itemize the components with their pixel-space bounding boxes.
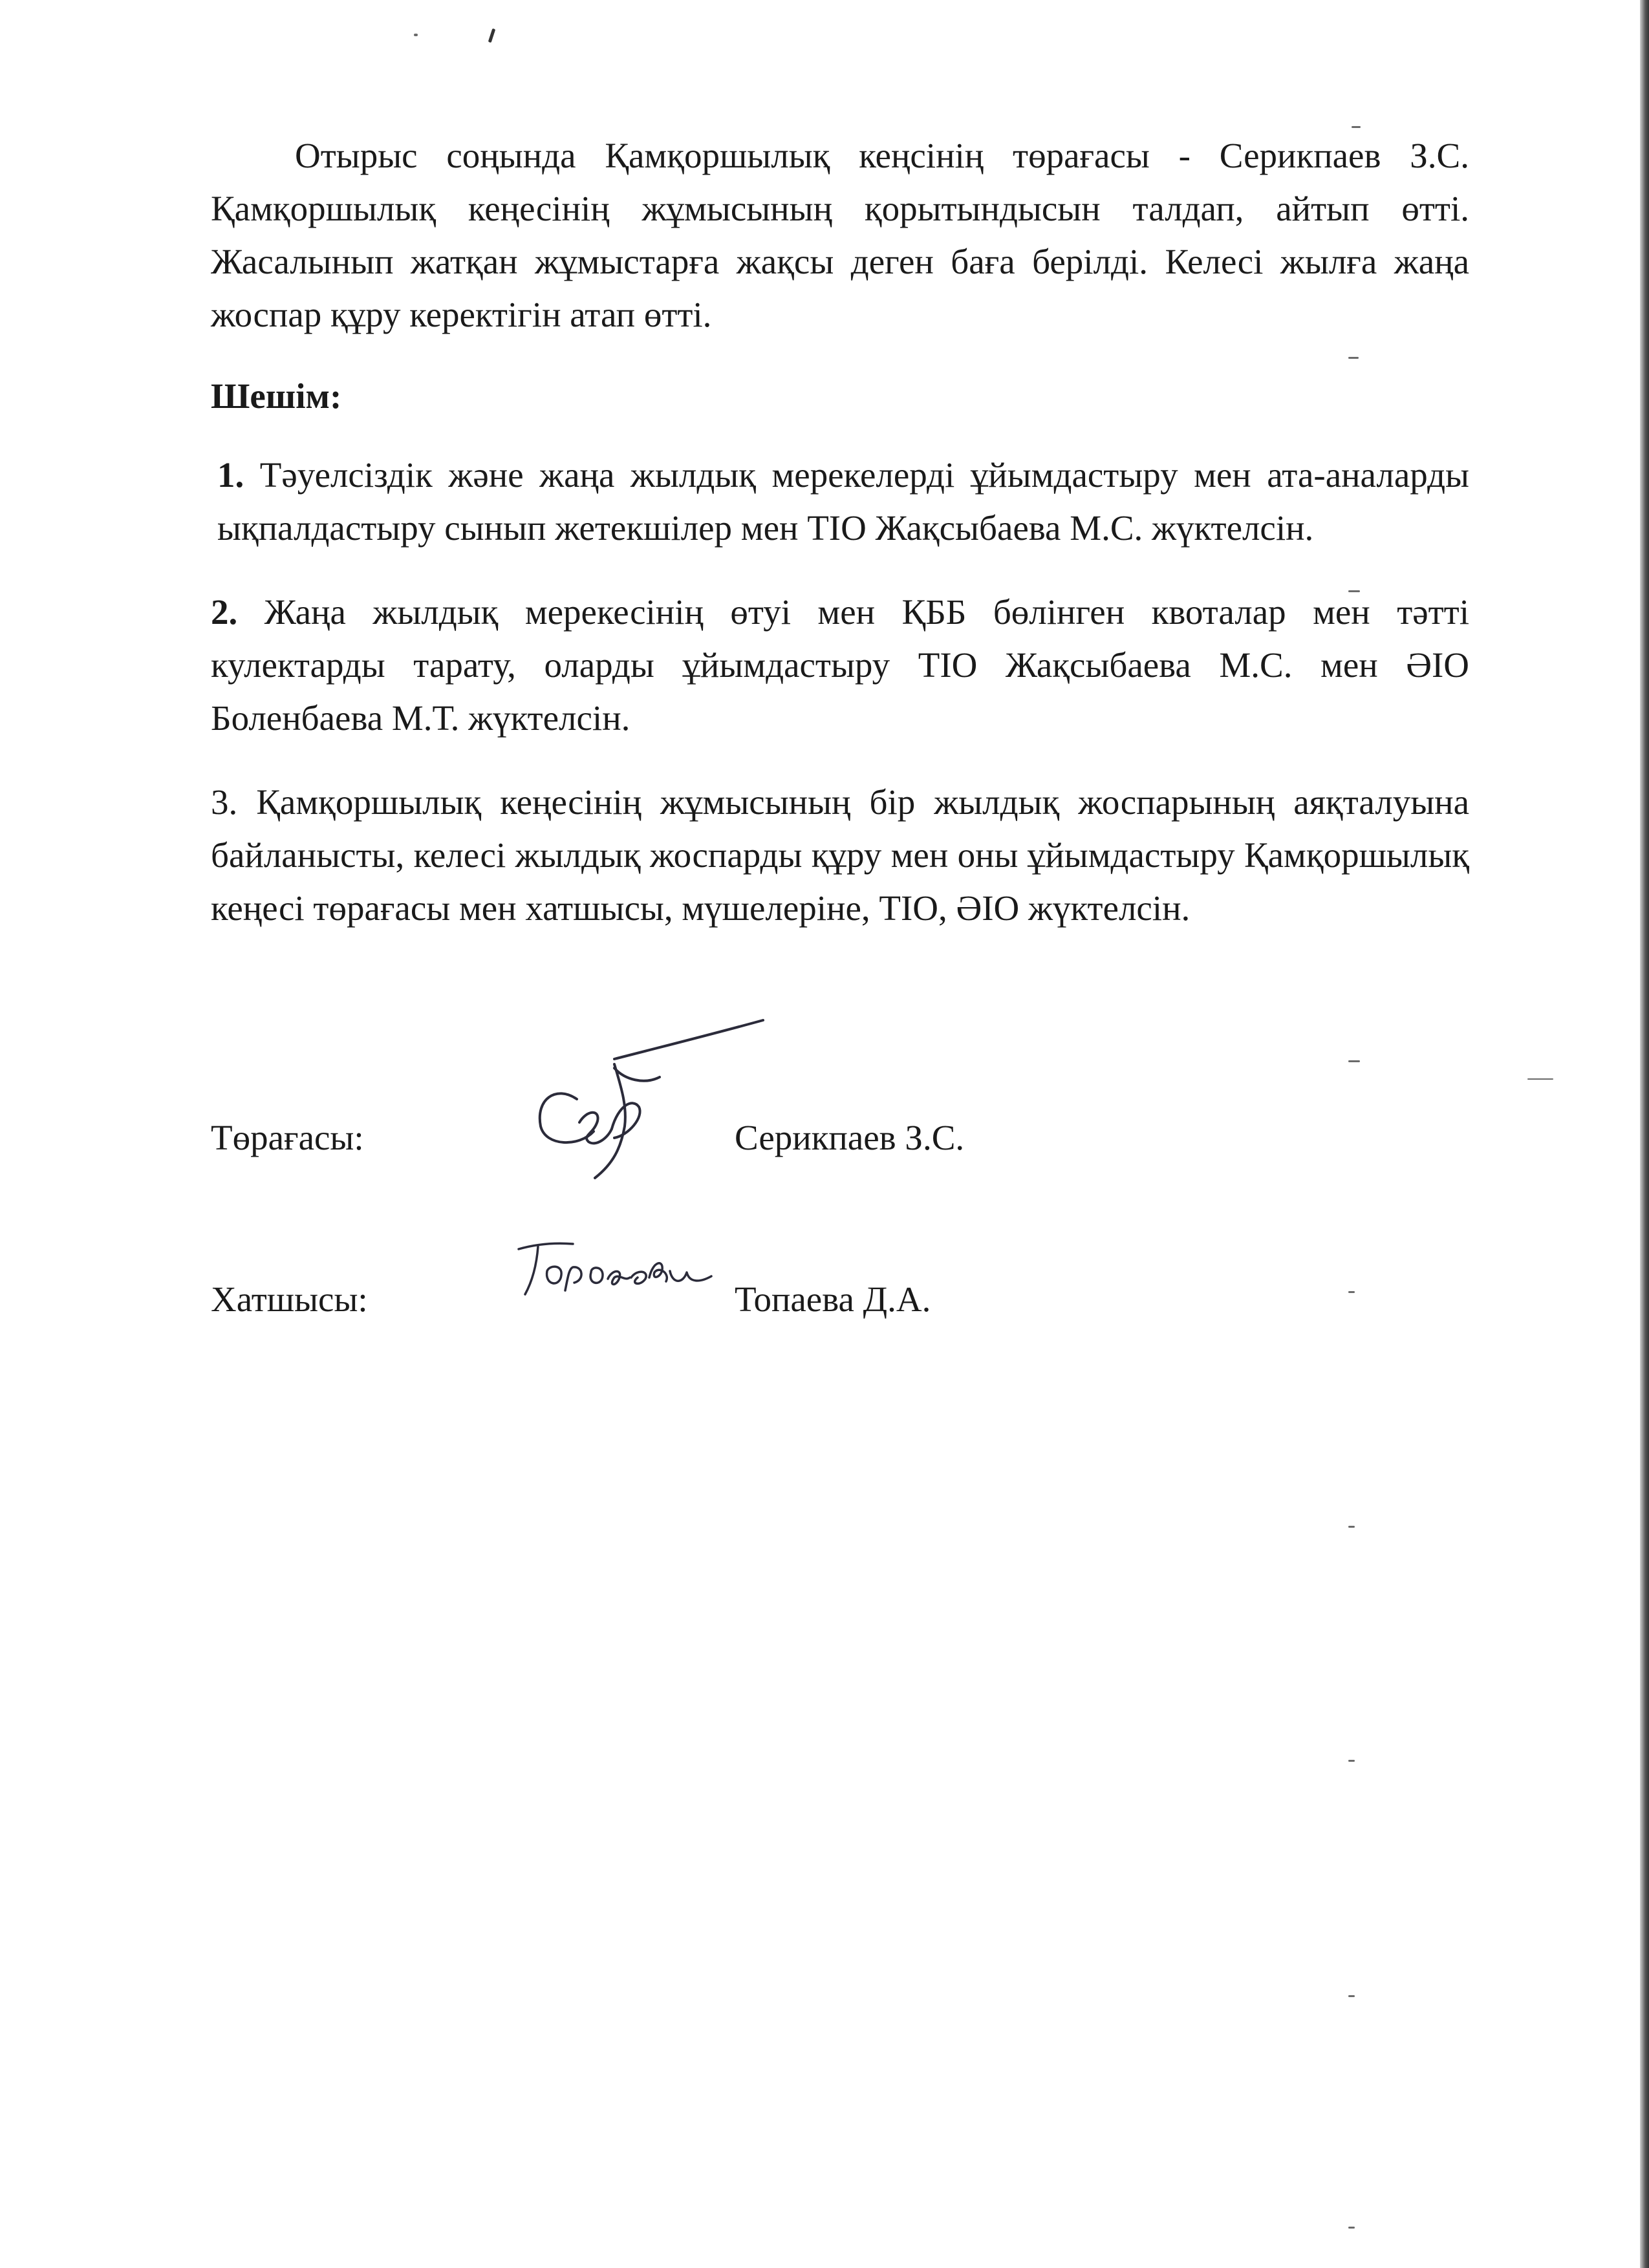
scan-speck [1348,1060,1360,1062]
chair-role-label: Төрағасы: [211,1118,364,1157]
secretary-name: Топаева Д.А. [735,1279,931,1319]
scan-speck [1348,2227,1355,2229]
scan-speck [1348,1995,1355,1997]
decision-text: Қамқоршылық кеңесінің жұмысының бір жылдық жоспарының аяқталуына байланысты, келесі жылдық жоспарды құру мен оны ұйымдастыру Қамқоршылық кеңесі төрағасы мен хатшысы, мүшелеріне, ТІО, ӘІО жүктелсін. [211,782,1469,928]
scan-edge [1640,0,1649,2268]
intro-paragraph: Отырыс соңында Қамқоршылық кеңсінің төрағасы - Серикпаев З.С. Қамқоршылық кеңесінің жұмысының қорытындысын талдап, айтып өтті. Жасалынып жатқан жұмыстарға жақсы деген баға берілді. Келесі жылға жаңа жоспар құру керектігін атап өтті. [211,136,1469,334]
scan-speck [1352,126,1361,128]
secretary-signature [511,1235,724,1306]
decision-text: Тәуелсіздік және жаңа жылдық мерекелерді ұйымдастыру мен ата-аналарды ықпалдастыру сынып жетекшілер мен ТІО Жақсыбаева М.С. жүктелсін. [217,455,1469,548]
scan-speck [488,28,496,43]
decision-number: 2. [211,592,238,632]
secretary-role-label: Хатшысы: [211,1279,368,1319]
scan-speck [1348,1291,1355,1293]
decision-item [211,586,1469,745]
scan-speck [1527,1078,1553,1080]
decision-number: 1. [217,455,244,495]
decision-text: Жаңа жылдық мерекесінің өтуі мен ҚББ бөлінген квоталар мен тәтті кулектарды тарату, оларды ұйымдастыру ТІО Жақсыбаева М.С. мен ӘІО Боленбаева М.Т. жүктелсін. [211,592,1469,738]
document-body [211,129,1469,966]
scan-speck [1348,1760,1355,1762]
chair-signature [517,1009,789,1203]
decision-number: 3. [211,782,238,822]
decision-heading: Шешім: [211,376,342,416]
chair-name: Серикпаев З.С. [735,1118,965,1157]
scan-speck [1348,1526,1355,1528]
decision-item [211,776,1469,935]
scan-speck [414,34,418,36]
decision-item [211,449,1469,555]
